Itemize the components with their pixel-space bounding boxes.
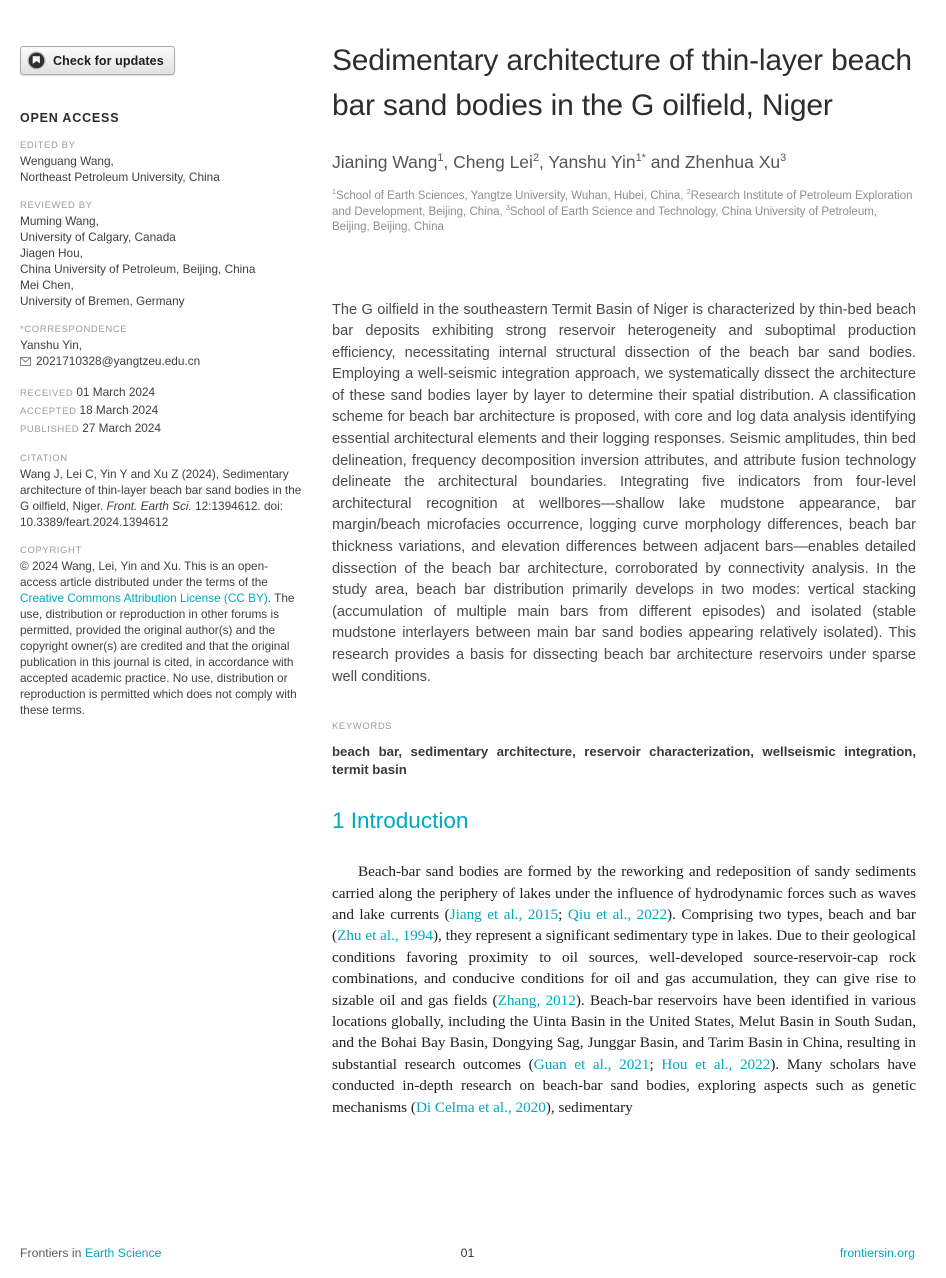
- text-segment: ), they represent a significant sedimentary type in lakes. Due to their geological conditions favoring proximity to oil sources, well-developed source-reservoir-cap rock combinations, and conducive conditions for oil and gas accumulation, they can give rise to sizable oil and gas fields (: [332, 927, 916, 1009]
- crossmark-icon: [27, 51, 46, 70]
- text-segment: School of Earth Science and Technology, China University of Petroleum, Beijing, Beijing, China: [332, 205, 877, 233]
- edited-by-label: EDITED BY: [20, 140, 76, 151]
- text-segment: and Zhenhua Xu: [645, 152, 781, 172]
- page-number: 01: [460, 1246, 475, 1260]
- edited-by-text: Wenguang Wang, Northeast Petroleum University, China: [20, 154, 220, 184]
- citation-text: [20, 466, 304, 530]
- reviewed-by-block: [20, 200, 304, 309]
- text-segment: , Cheng Lei: [443, 152, 533, 172]
- inline-citation-link[interactable]: Di Celma et al., 2020: [415, 1098, 546, 1116]
- reviewed-by-label: REVIEWED BY: [20, 200, 93, 211]
- page-footer: [20, 1246, 915, 1262]
- published-date: PUBLISHED 27 March 2024: [20, 421, 161, 435]
- keywords-label: KEYWORDS: [332, 721, 393, 733]
- text-segment: 1: [332, 188, 336, 197]
- check-for-updates-label: Check for updates: [53, 53, 164, 68]
- citation-label: CITATION: [20, 453, 68, 464]
- text-segment: Research Institute of Petroleum Exploration and Development, Beijing, China,: [332, 190, 913, 218]
- inline-citation-link[interactable]: Qiu et al., 2022: [567, 906, 668, 923]
- correspondence-name: Yanshu Yin,: [20, 338, 83, 352]
- correspondence-block: [20, 324, 304, 369]
- journal-link[interactable]: Earth Science: [84, 1246, 162, 1260]
- text-segment: ). Comprising two types, beach and bar (: [332, 906, 916, 945]
- text-segment: Beach-bar sand bodies are formed by the reworking and redeposition of sandy sediments carried along the periphery of lakes under the influence of hydrodynamic forces such as waves and lake currents (: [332, 863, 916, 923]
- email-icon: [20, 357, 31, 366]
- text-segment: ;: [558, 906, 568, 923]
- frontiersin-link[interactable]: frontiersin.org: [839, 1246, 915, 1260]
- text-segment: 2: [686, 188, 691, 197]
- inline-citation-link[interactable]: Zhang, 2012: [497, 991, 576, 1009]
- affiliations: [332, 189, 916, 236]
- open-access-label: OPEN ACCESS: [20, 111, 120, 125]
- text-segment: 1: [437, 152, 444, 165]
- authors-line: [332, 152, 916, 173]
- text-segment: Jianing Wang: [332, 152, 438, 172]
- text-segment: 12:1394612.: [191, 499, 261, 513]
- inline-citation-link[interactable]: Creative Commons Attribution License (CC BY): [20, 591, 268, 605]
- section-heading-introduction: 1 Introduction: [332, 808, 469, 834]
- correspondence-email[interactable]: 2021710328@yangtzeu.edu.cn: [36, 354, 201, 368]
- text-segment: ). Beach-bar reservoirs have been identified in various locations globally, including the Uinta Basin in the United States, Melut Basin in South Sudan, and the Bohai Bay Basin, Dongying Sag, Junggar Basin, and Tarim Basin in China, resulting in substantial research outcomes (: [332, 991, 916, 1073]
- keywords-text: beach bar, sedimentary architecture, reservoir characterization, wellseismic integration, termit basin: [332, 744, 916, 777]
- text-segment: 3: [505, 203, 510, 212]
- text-segment: . The use, distribution or reproduction in other forums is permitted, provided the original author(s) and the copyright owner(s) are credited and that the original publication in this journal is cited, in accordance with accepted academic practice. No use, distribution or reproduction is permitted which does not comply with these terms.: [20, 591, 297, 717]
- text-segment: ), sedimentary: [545, 1098, 633, 1116]
- sidebar: [20, 46, 304, 718]
- text-segment: ;: [649, 1055, 662, 1073]
- copyright-label: COPYRIGHT: [20, 545, 82, 556]
- copyright-text: [20, 558, 304, 718]
- text-segment: , Yanshu Yin: [538, 152, 636, 172]
- inline-citation-link[interactable]: Jiang et al., 2015: [449, 906, 559, 923]
- received-date: RECEIVED 01 March 2024: [20, 385, 156, 399]
- accepted-date: ACCEPTED 18 March 2024: [20, 403, 159, 417]
- journal-prefix: Frontiers in: [20, 1246, 82, 1260]
- text-segment: © 2024 Wang, Lei, Yin and Xu. This is an open-access article distributed under the terms of the: [20, 559, 269, 589]
- dates-block: [20, 384, 304, 438]
- check-for-updates-button[interactable]: [20, 46, 175, 75]
- correspondence-label: *CORRESPONDENCE: [20, 324, 128, 335]
- article-title: Sedimentary architecture of thin-layer beach bar sand bodies in the G oilfield, Niger: [332, 44, 912, 122]
- inline-citation-link[interactable]: Zhu et al., 1994: [337, 927, 433, 945]
- text-segment: Wang J, Lei C, Yin Y and Xu Z (2024), Sedimentary architecture of thin-layer beach bar sand bodies in the G oilfield, Niger.: [20, 467, 302, 513]
- text-segment: 2: [532, 152, 539, 165]
- text-segment: School of Earth Sciences, Yangtze University, Wuhan, Hubei, China,: [335, 190, 687, 202]
- reviewed-by-text: Muming Wang, University of Calgary, Canada Jiagen Hou, China University of Petroleum, Beijing, China Mei Chen, University of Bremen, Germany: [20, 214, 256, 308]
- citation-block: [20, 453, 304, 530]
- text-segment: doi: 10.3389/feart.2024.1394612: [20, 499, 283, 529]
- text-segment: 3: [780, 152, 787, 165]
- edited-by-block: [20, 140, 304, 185]
- inline-citation-link[interactable]: Guan et al., 2021: [533, 1055, 650, 1073]
- article-body: [332, 38, 916, 1118]
- inline-citation-link[interactable]: Hou et al., 2022: [661, 1055, 771, 1073]
- text-segment: Front. Earth Sci.: [106, 499, 192, 513]
- copyright-block: [20, 545, 304, 718]
- introduction-paragraph: [332, 861, 916, 1118]
- text-segment: 1*: [635, 152, 646, 165]
- abstract-text: The G oilfield in the southeastern Termit Basin of Niger is characterized by thin-bed beach bar deposits exhibiting strong reservoir heterogeneity and suboptimal production efficiency, necessitating internal structural dissection of the beach bar sand bodies. Employing a well-seismic integration approach, we systematically dissect the architecture of these sand bodies layer by layer to determine their spatial distribution. A classification scheme for beach bar architecture is proposed, with core and log data analysis identifying essential architectural elements and their logging responses. Seismic amplitudes, thin bed delineation, frequency decomposition inversion attributes, and attribute fusion technology delineate the architectural boundaries. Integrating five indicators from four-level architectural recognition at wellbores—shallow lake mudstone appearance, bar margin/beach microfacies occurrence, logging curve morphology differences, beach bar thickness variations, and elevation differences between adjacent bars—enables detailed dissection of the beach bar architecture, corroborated by connectivity analysis. In the study area, beach bar distribution primarily develops in two modes: vertical stacking (accumulation of multiple main bars from different episodes) and isolated (stable mudstone interlayers between main bar sand bodies appearing relatively isolated). This research provides a basis for dissecting beach bar architecture reservoirs under sparse well conditions.: [332, 301, 916, 685]
- text-segment: ). Many scholars have conducted in-depth research on beach-bar sand bodies, exploring aspects such as genetic mechanisms (: [332, 1055, 917, 1116]
